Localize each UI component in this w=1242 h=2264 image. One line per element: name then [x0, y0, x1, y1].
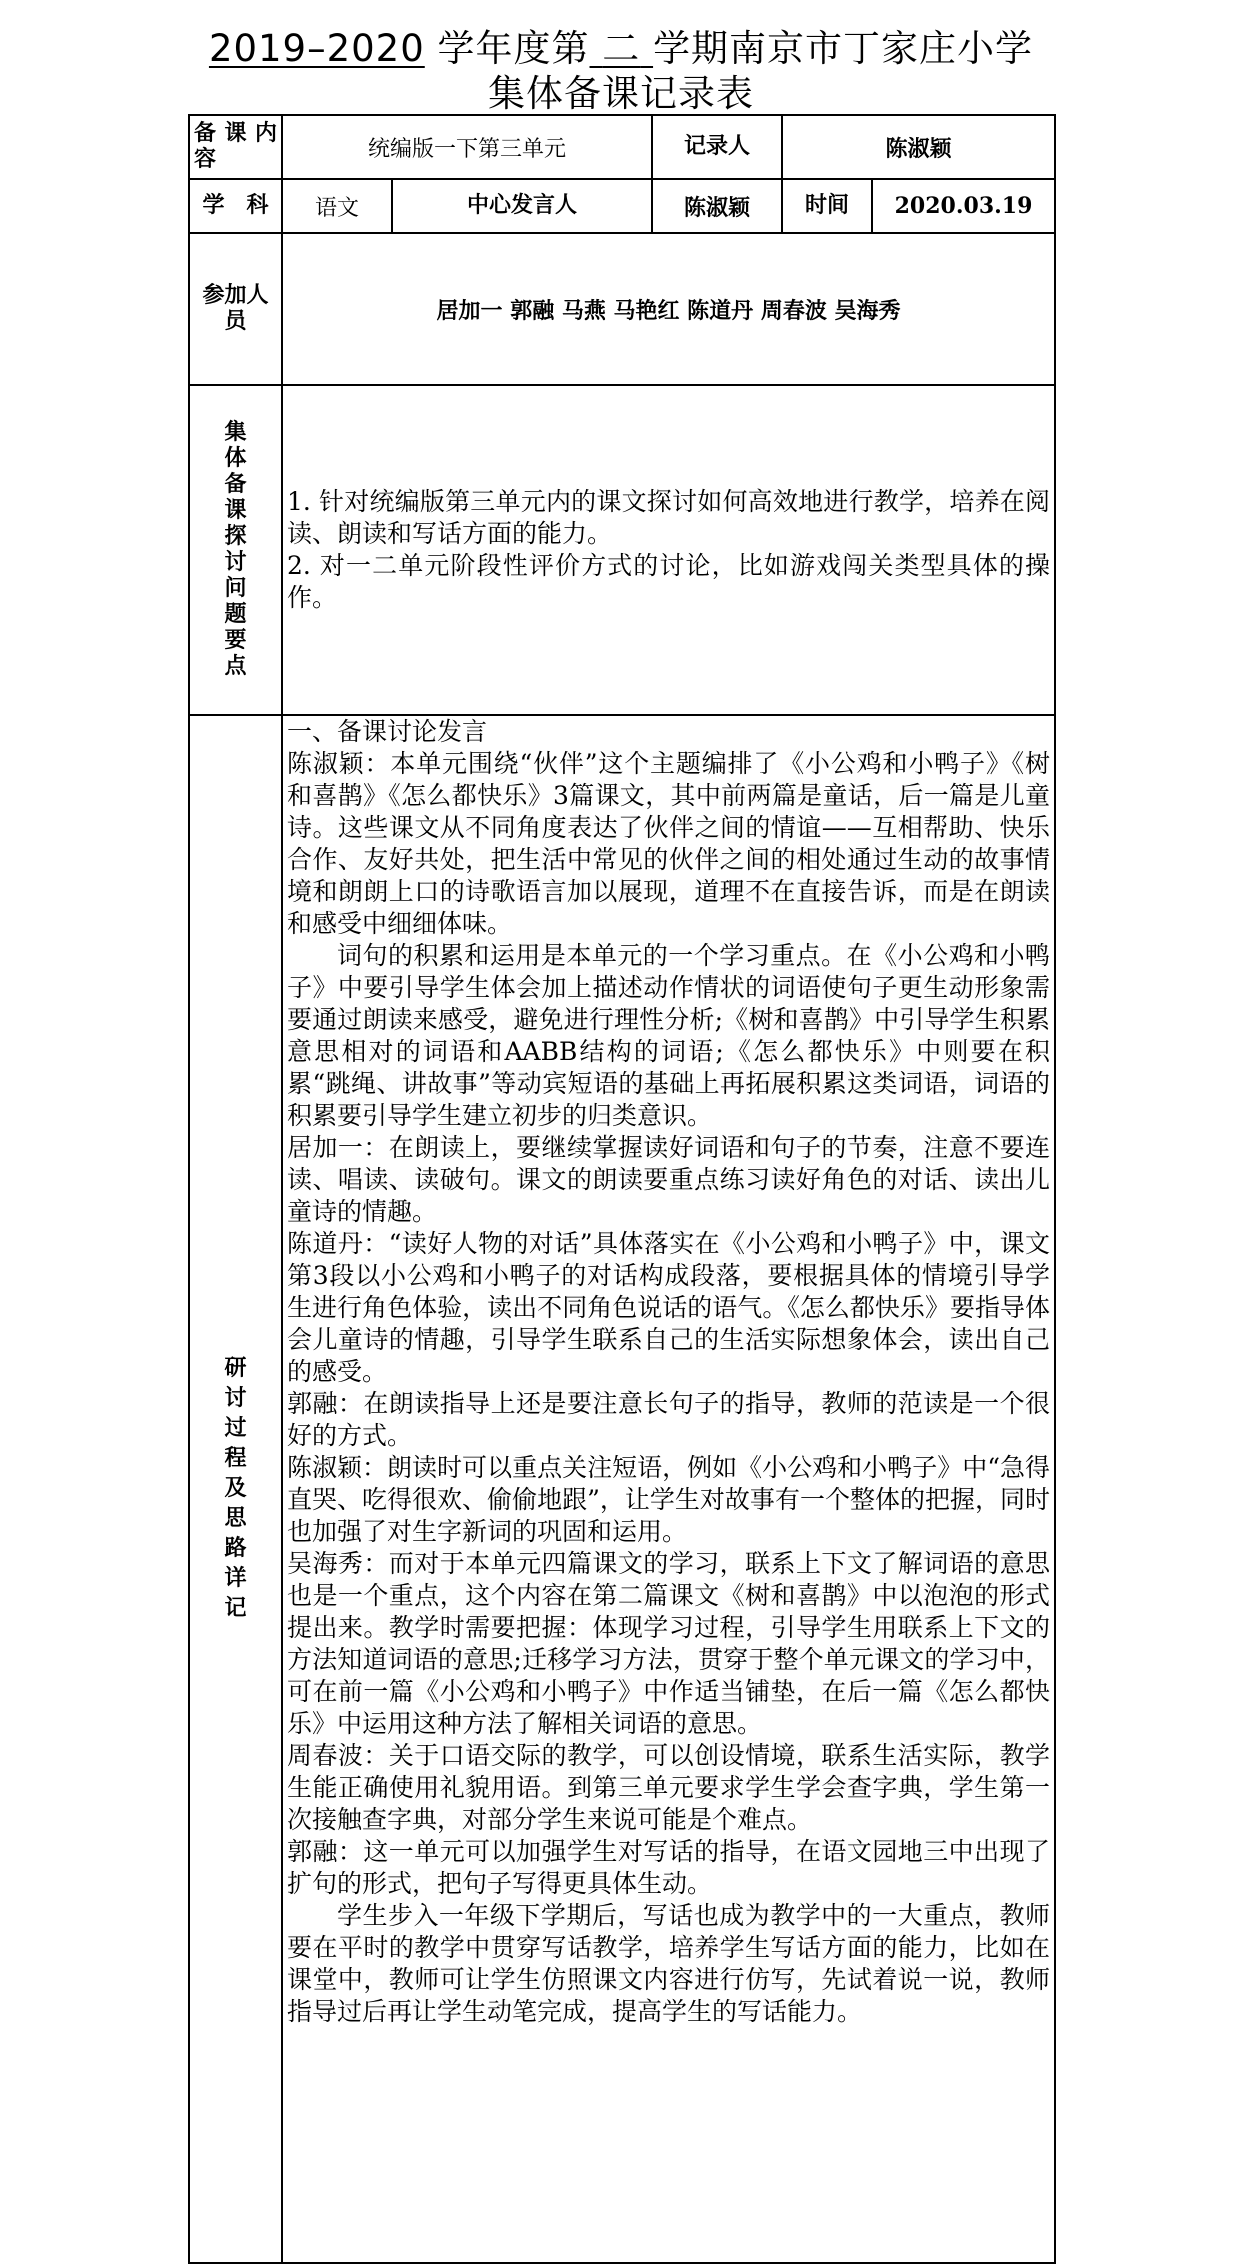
discussion-text	[283, 716, 1054, 2028]
record-table	[188, 114, 1056, 2264]
discussion-label-cell	[189, 715, 282, 2263]
row-discussion	[189, 715, 1055, 2263]
discussion-paragraph: 周春波：关于口语交际的教学，可以创设情境，联系生活实际，教学生能正确使用礼貌用语。到第三单元要求学生学会查字典，学生第一次接触查字典，对部分学生来说可能是个难点。	[287, 1741, 1051, 1834]
discussion-paragraph: 郭融：这一单元可以加强学生对写话的指导，在语文园地三中出现了扩句的形式，把句子写得更具体生动。	[287, 1837, 1051, 1898]
content-label: 备课内容	[189, 115, 282, 179]
participants-label: 参加人员	[189, 233, 282, 385]
discussion-value	[282, 715, 1055, 2263]
page-title-line2: 集体备课记录表	[488, 72, 754, 115]
subject-label: 学 科	[189, 179, 282, 233]
discussion-paragraph: 郭融：在朗读指导上还是要注意长句子的指导，教师的范读是一个很好的方式。	[287, 1389, 1051, 1450]
row-subject	[189, 179, 1055, 233]
topics-label-cell	[189, 385, 282, 715]
discussion-paragraph: 词句的积累和运用是本单元的一个学习重点。在《小公鸡和小鸭子》中要引导学生体会加上描述动作情状的词语使句子更生动形象需要通过朗读来感受，避免进行理性分析;《树和喜鹊》中引导学生积累意思相对的词语和AABB结构的词语;《怎么都快乐》中则要在积累“跳绳、讲故事”等动宾短语的基础上再拓展积累这类词语，词语的积累要引导学生建立初步的归类意识。	[287, 941, 1051, 1130]
row-participants	[189, 233, 1055, 385]
title-part1: 学年度第	[424, 27, 590, 70]
recorder-label: 记录人	[652, 115, 782, 179]
topics-text	[283, 486, 1054, 614]
topics-value	[282, 385, 1055, 715]
discussion-paragraph: 陈淑颖：朗读时可以重点关注短语，例如《小公鸡和小鸭子》中“急得直哭、吃得很欢、偷偷地跟”，让学生对故事有一个整体的把握，同时也加强了对生字新词的巩固和运用。	[287, 1453, 1051, 1546]
discussion-paragraph: 学生步入一年级下学期后，写话也成为教学中的一大重点，教师要在平时的教学中贯穿写话教学，培养学生写话方面的能力，比如在课堂中，教师可让学生仿照课文内容进行仿写，先试着说一说，教师指导过后再让学生动笔完成，提高学生的写话能力。	[287, 1901, 1051, 2026]
title-term: 二	[602, 27, 641, 70]
time-label: 时间	[782, 179, 872, 233]
subject-value: 语文	[282, 179, 392, 233]
time-value: 2020.03.19	[872, 179, 1055, 233]
speaker-value: 陈淑颖	[652, 179, 782, 233]
discussion-paragraph: 陈淑颖：本单元围绕“伙伴”这个主题编排了《小公鸡和小鸭子》《树和喜鹊》《怎么都快乐》3篇课文，其中前两篇是童话，后一篇是儿童诗。这些课文从不同角度表达了伙伴之间的情谊——互相帮助、快乐合作、友好共处，把生活中常见的伙伴之间的相处通过生动的故事情境和朗朗上口的诗歌语言加以展现，道理不在直接告诉，而是在朗读和感受中细细体味。	[287, 749, 1051, 938]
title-part2: 学期南京市丁家庄小学	[653, 27, 1034, 70]
discussion-paragraph: 陈道丹：“读好人物的对话”具体落实在《小公鸡和小鸭子》中，课文第3段以小公鸡和小鸭子的对话构成段落，要根据具体的情境引导学生进行角色体验，读出不同角色说话的语气。《怎么都快乐》要指导体会儿童诗的情趣，引导学生联系自己的生活实际想象体会，读出自己的感受。	[287, 1229, 1051, 1386]
topic-line-1: 1. 针对统编版第三单元内的课文探讨如何高效地进行教学，培养在阅读、朗读和写话方面的能力。	[287, 487, 1051, 548]
speaker-label: 中心发言人	[392, 179, 652, 233]
discussion-paragraph: 一、备课讨论发言	[287, 717, 488, 746]
page-title-line1	[0, 27, 1242, 71]
discussion-paragraph: 居加一：在朗读上，要继续掌握读好词语和句子的节奏，注意不要连读、唱读、读破句。课文的朗读要重点练习读好角色的对话、读出儿童诗的情趣。	[287, 1133, 1051, 1226]
title-year: 2019–2020	[208, 27, 425, 70]
row-content	[189, 115, 1055, 179]
participants-value: 居加一 郭融 马燕 马艳红 陈道丹 周春波 吴海秀	[282, 233, 1055, 385]
topics-label: 集体备课探讨问题要点	[224, 420, 247, 679]
recorder-value: 陈淑颖	[782, 115, 1055, 179]
topic-line-2: 2. 对一二单元阶段性评价方式的讨论，比如游戏闯关类型具体的操作。	[287, 551, 1051, 612]
discussion-paragraph: 吴海秀：而对于本单元四篇课文的学习，联系上下文了解词语的意思也是一个重点，这个内容在第二篇课文《树和喜鹊》中以泡泡的形式提出来。教学时需要把握：体现学习过程，引导学生用联系上下文的方法知道词语的意思;迁移学习方法，贯穿于整个单元课文的学习中，可在前一篇《小公鸡和小鸭子》中作适当铺垫，在后一篇《怎么都快乐》中运用这种方法了解相关词语的意思。	[287, 1549, 1051, 1738]
content-value: 统编版一下第三单元	[282, 115, 652, 179]
row-topics	[189, 385, 1055, 715]
discussion-label: 研讨过程及思路详记	[224, 1356, 247, 1621]
